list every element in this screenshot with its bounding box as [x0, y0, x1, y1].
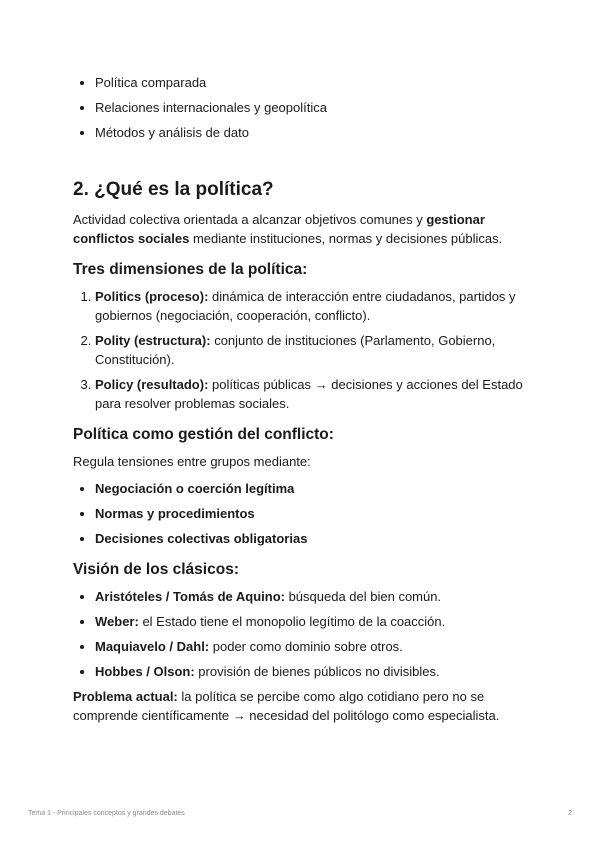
- list-item: [95, 479, 533, 498]
- item-text: políticas públicas → decisiones y acciones del Estado para resolver problemas sociales.: [95, 377, 523, 411]
- list-item: [95, 375, 533, 413]
- list-item: [95, 504, 533, 523]
- problem-text: la política se percibe como algo cotidiano pero no se comprende científicamente → necesidad del politólogo como especialista.: [73, 689, 500, 723]
- section-intro: [73, 210, 533, 248]
- conflict-intro: Regula tensiones entre grupos mediante:: [73, 454, 311, 469]
- footer-title: Tema 1 - Principales conceptos y grandes debates: [28, 810, 185, 817]
- list-item: [95, 612, 533, 631]
- section-heading: 2. ¿Qué es la política?: [73, 179, 274, 200]
- problem-term: Problema actual:: [73, 689, 178, 704]
- topics-list: [73, 73, 533, 142]
- list-item: • Métodos y análisis de dato: [95, 123, 533, 142]
- intro-bold: gestionar conflictos sociales: [73, 212, 485, 246]
- item-text: dinámica de interacción entre ciudadanos, partidos y gobiernos (negociación, cooperación, conflicto).: [95, 289, 516, 323]
- document-page: [73, 70, 533, 729]
- classics-list: [73, 587, 533, 681]
- dimensions-heading: Tres dimensiones de la política:: [73, 261, 308, 278]
- list-item: [95, 331, 533, 369]
- item-term: Negociación o coerción legítima: [95, 481, 295, 496]
- list-item: [95, 662, 533, 681]
- list-item: [95, 287, 533, 325]
- item-text: búsqueda del bien común.: [284, 589, 442, 604]
- intro-text-a: Actividad colectiva orientada a alcanzar objetivos comunes y: [73, 212, 427, 227]
- list-item: [95, 529, 533, 548]
- item-term: Normas y procedimientos: [95, 506, 255, 521]
- classics-heading: Visión de los clásicos:: [73, 561, 239, 578]
- item-text: el Estado tiene el monopolio legítimo de la coacción.: [138, 614, 446, 629]
- page-number: 2: [568, 810, 572, 817]
- list-item: • Relaciones internacionales y geopolítica: [95, 98, 533, 117]
- item-text: conjunto de instituciones (Parlamento, Gobierno, Constitución).: [95, 333, 496, 367]
- item-term: Decisiones colectivas obligatorias: [95, 531, 308, 546]
- item-text: provisión de bienes públicos no divisibles.: [194, 664, 440, 679]
- conflict-heading: Política como gestión del conflicto:: [73, 426, 334, 443]
- list-item: • Política comparada: [95, 73, 533, 92]
- dimensions-list: [73, 287, 533, 413]
- item-term: Weber:: [95, 614, 139, 629]
- list-item: [95, 587, 533, 606]
- list-item: [95, 637, 533, 656]
- problem-paragraph: [73, 687, 533, 725]
- item-term: Policy (resultado):: [95, 377, 209, 392]
- item-term: Maquiavelo / Dahl:: [95, 639, 210, 654]
- item-term: Politics (proceso):: [95, 289, 209, 304]
- item-term: Hobbes / Olson:: [95, 664, 195, 679]
- item-term: Polity (estructura):: [95, 333, 211, 348]
- item-text: poder como dominio sobre otros.: [209, 639, 403, 654]
- item-term: Aristóteles / Tomás de Aquino:: [95, 589, 285, 604]
- intro-text-b: mediante instituciones, normas y decisiones públicas.: [189, 231, 503, 246]
- conflict-list: [73, 479, 533, 548]
